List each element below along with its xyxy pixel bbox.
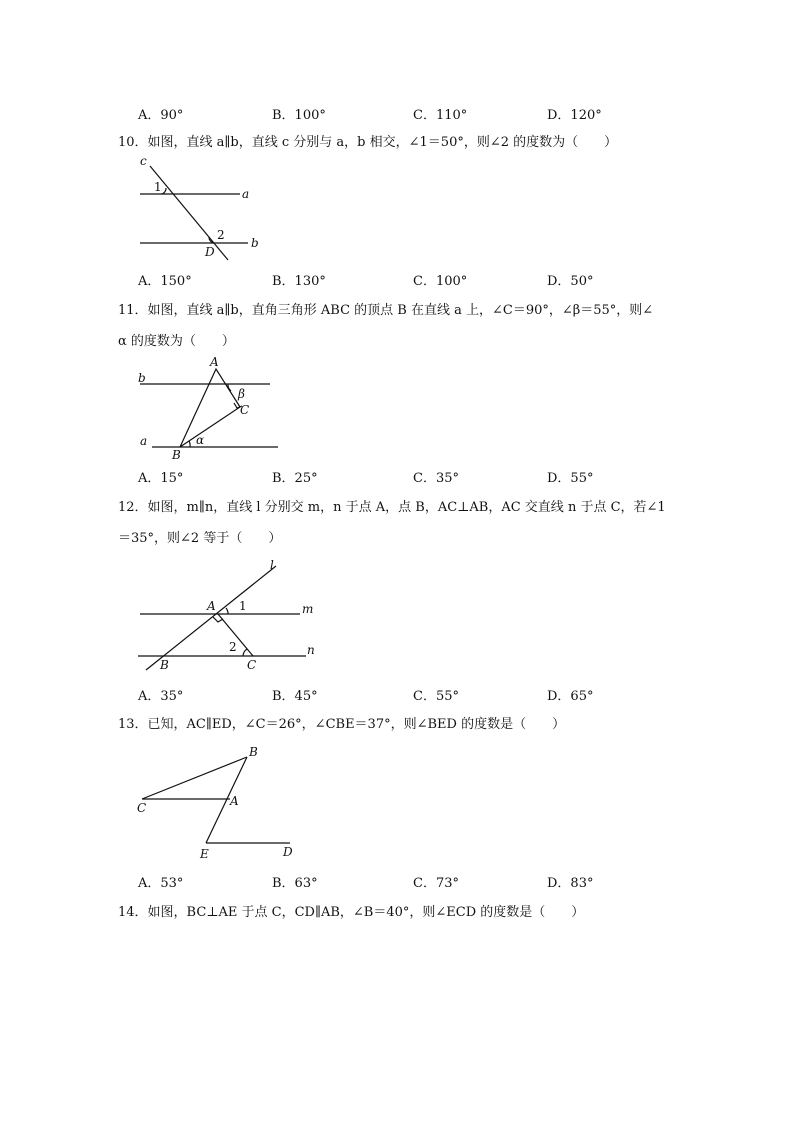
q11-label-b-point: B bbox=[172, 448, 181, 462]
q12-option-d: D．65° bbox=[547, 689, 594, 704]
q11-label-alpha: α bbox=[196, 433, 205, 447]
q9-option-b: B．100° bbox=[272, 108, 326, 123]
q11-stem-line1: 11．如图，直线 a∥b，直角三角形 ABC 的顶点 B 在直线 a 上，∠C＝90°，∠β＝55°，则∠ bbox=[118, 303, 654, 318]
q9-option-d: D．120° bbox=[547, 108, 602, 123]
q10-option-a: A．150° bbox=[138, 274, 192, 289]
q12-label-2: 2 bbox=[229, 640, 237, 654]
q12-angle-1-arc bbox=[226, 608, 228, 614]
q10-figure bbox=[130, 152, 270, 262]
q11-figure bbox=[130, 355, 290, 463]
q9-options bbox=[138, 104, 698, 122]
q12-option-a: A．35° bbox=[138, 689, 184, 704]
q11-label-c-point: C bbox=[240, 403, 250, 417]
q12-angle-2-arc bbox=[243, 649, 247, 656]
q13-options bbox=[138, 872, 698, 890]
q13-option-b: B．63° bbox=[272, 876, 318, 891]
q12-label-a-point: A bbox=[207, 599, 216, 613]
q10-options bbox=[138, 270, 698, 288]
q11-option-a: A．15° bbox=[138, 471, 184, 486]
q11-label-a-point: A bbox=[210, 355, 219, 369]
q10-label-d: D bbox=[205, 245, 215, 259]
q12-option-c: C．55° bbox=[413, 689, 459, 704]
q10-label-2: 2 bbox=[217, 228, 225, 242]
q13-option-d: D．83° bbox=[547, 876, 594, 891]
q10-angle-1-arc bbox=[162, 188, 166, 194]
q12-option-b: B．45° bbox=[272, 689, 318, 704]
q11-label-line-b: b bbox=[138, 371, 146, 385]
q13-label-e: E bbox=[200, 847, 209, 861]
q12-figure bbox=[130, 555, 330, 677]
q11-option-d: D．55° bbox=[547, 471, 594, 486]
q11-option-b: B．25° bbox=[272, 471, 318, 486]
q9-option-c: C．110° bbox=[413, 108, 468, 123]
q12-stem-line1: 12．如图，m∥n，直线 l 分别交 m，n 于点 A，点 B，AC⊥AB，AC 交直线 n 于点 C，若∠1 bbox=[118, 500, 666, 515]
q11-stem-line2: α 的度数为（ ） bbox=[118, 334, 235, 349]
q12-stem-line2: ＝35°，则∠2 等于（ ） bbox=[118, 531, 282, 546]
q10-option-d: D．50° bbox=[547, 274, 594, 289]
q10-label-1: 1 bbox=[154, 180, 162, 194]
q13-segment-cb bbox=[142, 757, 247, 799]
q12-label-b-point: B bbox=[160, 658, 169, 672]
q11-options bbox=[138, 467, 698, 485]
q11-angle-alpha-arc bbox=[189, 441, 190, 447]
q12-label-n: n bbox=[307, 643, 315, 657]
q13-figure bbox=[130, 742, 310, 864]
q13-label-a: A bbox=[230, 794, 239, 808]
q13-label-c: C bbox=[137, 801, 147, 815]
q13-label-d: D bbox=[283, 845, 293, 859]
q12-label-1: 1 bbox=[239, 599, 247, 613]
q11-label-line-a: a bbox=[140, 434, 148, 448]
q13-option-a: A．53° bbox=[138, 876, 184, 891]
q12-label-c-point: C bbox=[247, 658, 257, 672]
q10-label-b: b bbox=[251, 236, 259, 250]
q10-stem: 10．如图，直线 a∥b，直线 c 分别与 a，b 相交，∠1＝50°，则∠2 的度数为（ ） bbox=[118, 135, 618, 150]
q14-stem: 14．如图，BC⊥AE 于点 C，CD∥AB，∠B＝40°，则∠ECD 的度数是（ ） bbox=[118, 905, 585, 920]
q9-option-a: A．90° bbox=[138, 108, 184, 123]
q13-stem: 13．已知，AC∥ED，∠C＝26°，∠CBE＝37°，则∠BED 的度数是（ ） bbox=[118, 717, 566, 732]
q12-line-l bbox=[146, 566, 276, 670]
q10-option-c: C．100° bbox=[413, 274, 468, 289]
q11-label-beta: β bbox=[238, 387, 245, 401]
q10-label-c: c bbox=[140, 154, 147, 168]
q11-option-c: C．35° bbox=[413, 471, 459, 486]
q13-option-c: C．73° bbox=[413, 876, 459, 891]
q10-option-b: B．130° bbox=[272, 274, 326, 289]
q12-label-l: l bbox=[270, 558, 274, 572]
q11-angle-beta-arc bbox=[228, 384, 231, 391]
q10-label-a: a bbox=[242, 187, 250, 201]
q13-segment-be bbox=[206, 757, 247, 843]
q12-options bbox=[138, 685, 698, 703]
q13-label-b: B bbox=[249, 745, 258, 759]
q11-triangle-abc bbox=[180, 369, 240, 447]
q12-label-m: m bbox=[302, 602, 314, 616]
q10-line-c bbox=[150, 166, 228, 260]
